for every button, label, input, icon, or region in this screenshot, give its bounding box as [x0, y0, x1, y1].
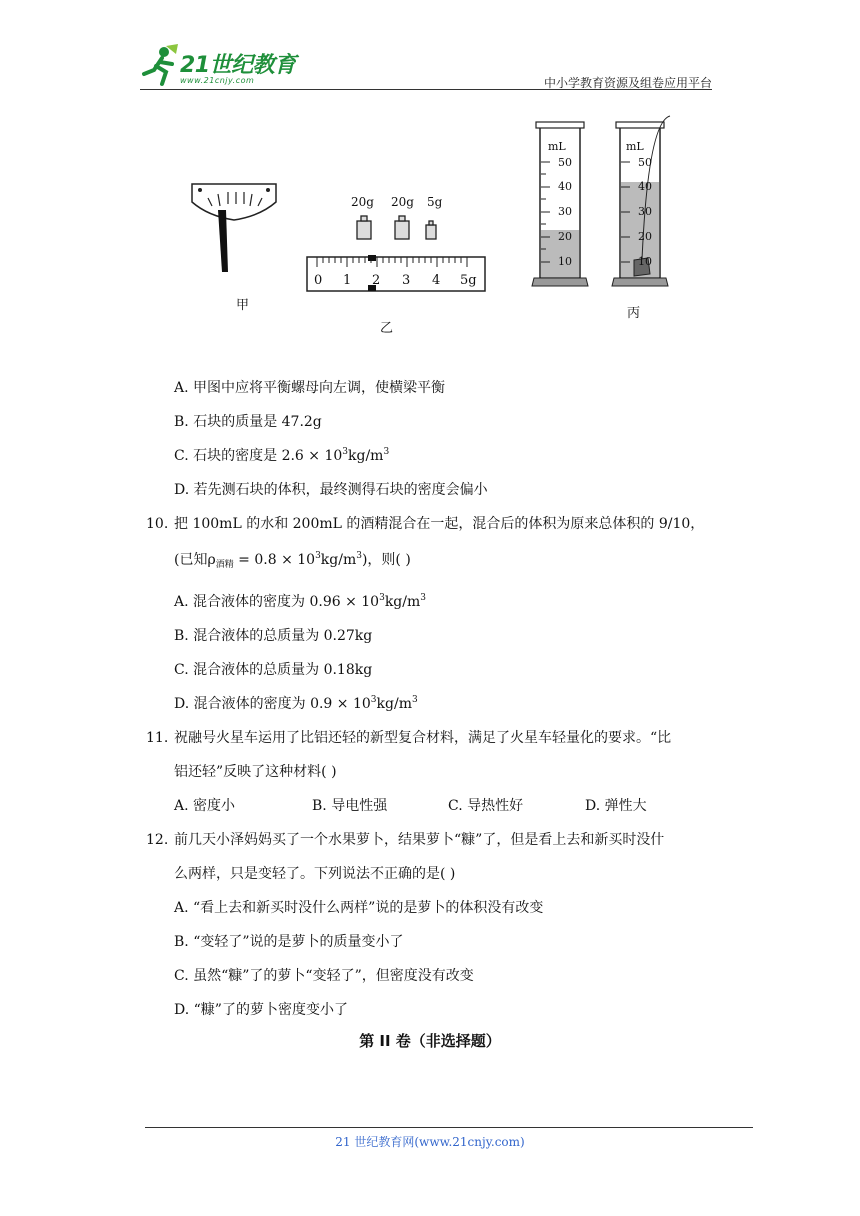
- section-title: 第 II 卷（非选择题）: [359, 1032, 501, 1050]
- q9-option-b: B. 石块的质量是 47.2g: [174, 414, 322, 430]
- figure-jia-label: 甲: [236, 298, 250, 313]
- page-header: [140, 42, 712, 90]
- q11-option-a: A. 密度小: [174, 798, 236, 814]
- logo: [140, 42, 310, 90]
- weight-label-1: 20g: [351, 195, 374, 209]
- rider-scale-0: 0: [314, 273, 323, 288]
- weights-and-rider-icon: [305, 213, 490, 313]
- q10-stem-line2: (已知$\rho_{酒精} = 0.8 \times 10^3kg/m^3$)，则( ): [174, 551, 411, 570]
- q9-option-c: C. 石块的密度是 $2.6 \times 10^3kg/m^3$: [174, 447, 390, 464]
- figure-bing: [530, 112, 690, 322]
- q12-stem-line2: 么两样，只是变轻了。下列说法不正确的是( ): [174, 866, 456, 882]
- footer-divider: [145, 1127, 753, 1128]
- cyl-left-unit: mL: [548, 140, 566, 153]
- footer-link[interactable]: 21 世纪教育网(www.21cnjy.com): [335, 1135, 525, 1149]
- q10-option-b: B. 混合液体的总质量为 0.27kg: [174, 628, 373, 644]
- q12-option-d: D. “糠”了的萝卜密度变小了: [174, 1002, 348, 1018]
- logo-url: www.21cnjy.com: [180, 76, 255, 85]
- cyl-right-unit: mL: [626, 140, 644, 153]
- logo-text: 21世纪教育: [180, 53, 296, 78]
- q10-option-c: C. 混合液体的总质量为 0.18kg: [174, 662, 373, 678]
- q9-option-a: A. 甲图中应将平衡螺母向左调，使横梁平衡: [174, 380, 446, 396]
- q11-stem-line2: 铝还轻”反映了这种材料( ): [174, 764, 337, 780]
- q11-number: 11.: [146, 730, 169, 746]
- runner-logo-icon: [140, 44, 180, 88]
- figure-jia: [190, 180, 280, 313]
- rider-scale-1: 1: [343, 273, 352, 288]
- cyl-left-40: 40: [558, 180, 572, 193]
- q10-number: 10.: [146, 516, 169, 532]
- cyl-left-20: 20: [558, 230, 572, 243]
- cyl-right-10: 10: [638, 255, 652, 268]
- figure-yi-label: 乙: [380, 321, 394, 336]
- q11-stem-line1: 祝融号火星车运用了比铝还轻的新型复合材料，满足了火星车轻量化的要求。“比: [174, 730, 672, 746]
- q12-stem-line1: 前几天小泽妈妈买了一个水果萝卜，结果萝卜“糠”了，但是看上去和新买时没什: [174, 832, 665, 848]
- q12-option-b: B. “变轻了”说的是萝卜的质量变小了: [174, 934, 404, 950]
- q12-option-a: A. “看上去和新买时没什么两样”说的是萝卜的体积没有改变: [174, 900, 544, 916]
- cyl-left-50: 50: [558, 156, 572, 169]
- rider-scale-2: 2: [372, 273, 381, 288]
- q12-number: 12.: [146, 832, 169, 848]
- graduated-cylinders-icon: [530, 112, 690, 292]
- q9-option-d: D. 若先测石块的体积，最终测得石块的密度会偏小: [174, 482, 488, 498]
- q10-option-a: A. 混合液体的密度为 $0.96 \times 10^3kg/m^3$: [174, 593, 426, 610]
- header-divider: [140, 89, 712, 90]
- rider-scale-4: 4: [432, 273, 441, 288]
- platform-name: 中小学教育资源及组卷应用平台: [543, 76, 712, 90]
- figure-bing-label: 丙: [627, 306, 641, 321]
- q10-option-d: D. 混合液体的密度为 $0.9 \times 10^3kg/m^3$: [174, 695, 418, 712]
- cyl-right-30: 30: [638, 205, 652, 218]
- cyl-left-10: 10: [558, 255, 572, 268]
- cyl-right-20: 20: [638, 230, 652, 243]
- q11-option-c: C. 导热性好: [448, 798, 524, 814]
- cyl-left-30: 30: [558, 205, 572, 218]
- cyl-right-50: 50: [638, 156, 652, 169]
- figure-yi: [305, 195, 490, 335]
- q10-stem-line1: 把 100mL 的水和 200mL 的酒精混合在一起，混合后的体积为原来总体积的 9/10，: [174, 516, 705, 532]
- cyl-right-40: 40: [638, 180, 652, 193]
- weight-label-3: 5g: [427, 195, 443, 209]
- balance-dial-icon: [190, 180, 280, 280]
- rider-scale-3: 3: [402, 273, 411, 288]
- q11-option-d: D. 弹性大: [585, 798, 647, 814]
- rider-scale-5: 5g: [460, 273, 477, 288]
- q11-option-b: B. 导电性强: [312, 798, 388, 814]
- q12-option-c: C. 虽然“糠”了的萝卜“变轻了”，但密度没有改变: [174, 968, 474, 984]
- weight-label-2: 20g: [391, 195, 414, 209]
